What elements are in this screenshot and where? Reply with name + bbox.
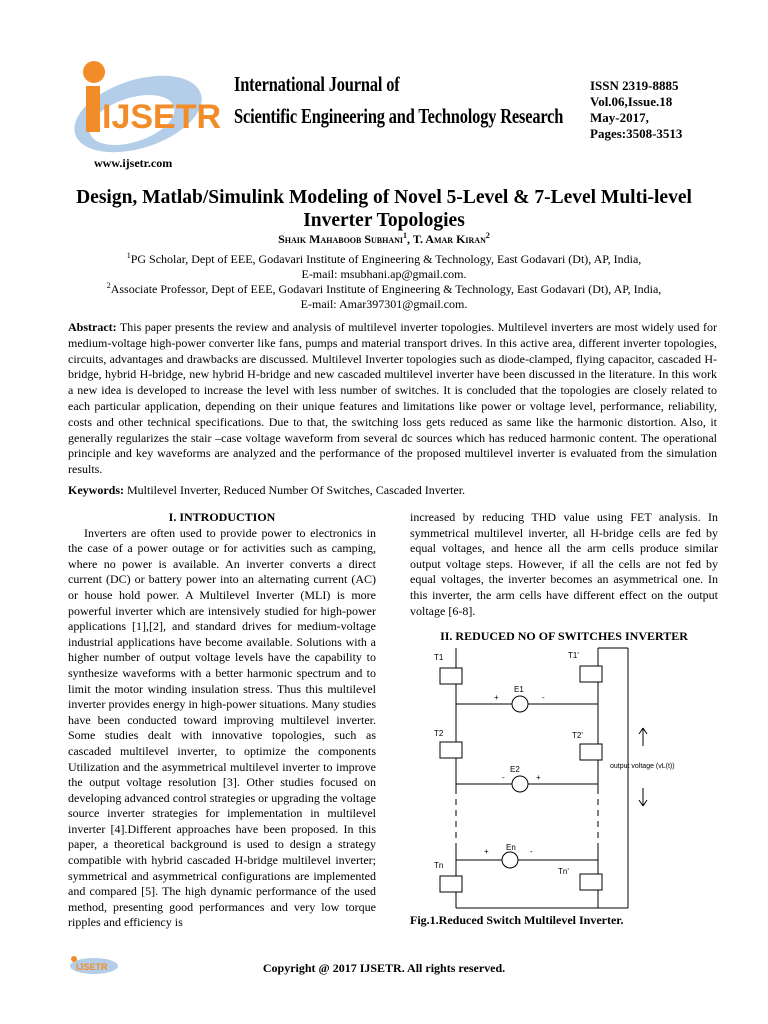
aff1-sup: 1 <box>126 251 131 260</box>
label-T1: T1 <box>434 653 444 662</box>
aff2-text: Associate Professor, Dept of EEE, Godavari Institute of Engineering & Technology, East Godavari (Dt), AP, India, <box>110 282 662 296</box>
author-1-sup: 1 <box>403 231 408 240</box>
pages: Pages:3508-3513 <box>590 126 683 141</box>
e2-minus: - <box>502 773 505 782</box>
copyright: Copyright @ 2017 IJSETR. All rights reserved. <box>262 961 506 975</box>
label-T2-prime: T2' <box>572 731 583 740</box>
keywords-text: Multilevel Inverter, Reduced Number Of Switches, Cascaded Inverter. <box>124 483 466 497</box>
abstract <box>68 320 717 478</box>
website-url[interactable]: www.ijsetr.com <box>94 156 173 170</box>
authors <box>60 231 708 247</box>
section-1-body: Inverters are often used to provide power to electronics in the case of a power outage or for activities such as camping, where no power is available. An inverter converts a direct current (DC) or battery power into an alternating current (AC) or house hold power. A Multilevel Inverter (MLI) is more powerful inverter which are intensively studied for high-power applications [1],[2], and standard drives for medium-voltage industrial applications have become available. Solutions with a higher number of output voltage levels have the capability to synthesize waveforms with a better harmonic spectrum and to limit the motor winding insulation stress. Thus this multilevel inverter provides energy in high-power situations. Many studies have been conducted toward improving multilevel inverter. Some studies dealt with innovative topologies, such as cascaded multilevel inverter, to optimize the components Utilization and the asymmetrical multilevel inverter to improve the output voltage resolution [3]. Other studies focused on developing advanced control strategies or upgrading the voltage source inverter strategies for implementation in multilevel inverter [4].Different approaches have been proposed. In this paper, a theoretical background is used to design a strategy compatible with hybrid cascaded H-bridge multilevel inverter; symmetrical and asymmetrical configurations are implemented and compared [5]. The high dynamic performance of the used method, presenting good performances and very low torque ripples and efficiency is <box>68 525 376 930</box>
en-minus: - <box>530 847 533 856</box>
svg-text:IJSETR: IJSETR <box>102 98 222 136</box>
keywords <box>68 483 717 498</box>
section-2-title: II. REDUCED NO OF SWITCHES INVERTER <box>440 629 688 644</box>
en-plus: + <box>484 847 489 856</box>
aff1-email: E-mail: msubhani.ap@gmail.com. <box>301 267 467 281</box>
output-voltage-label: output voltage (vL(t)) <box>610 763 675 770</box>
label-Tn-prime: Tn' <box>558 867 569 876</box>
affiliation-2 <box>60 278 708 312</box>
section-1-title: I. INTRODUCTION <box>168 510 276 524</box>
e1-minus: - <box>542 693 545 702</box>
aff1-text: PG Scholar, Dept of EEE, Godavari Institute of Engineering & Technology, East Godavari (Dt), AP, India, <box>130 252 642 266</box>
issn: ISSN 2319-8885 <box>590 78 679 93</box>
label-Tn: Tn <box>434 861 444 870</box>
date: May-2017, <box>590 110 649 125</box>
reduced-switch-inverter-circuit <box>428 648 718 916</box>
author-2-sup: 2 <box>485 231 490 240</box>
keywords-label: Keywords: <box>68 483 124 497</box>
label-E2: E2 <box>510 765 520 774</box>
column-right <box>410 510 718 645</box>
aff2-email: E-mail: Amar397301@gmail.com. <box>300 297 468 311</box>
volume: Vol.06,Issue.18 <box>590 94 673 109</box>
aff2-sup: 2 <box>106 281 111 290</box>
figure-caption: Fig.1.Reduced Switch Multilevel Inverter. <box>410 913 624 927</box>
column-left <box>68 510 376 931</box>
author-separator: , <box>407 232 413 246</box>
label-T2: T2 <box>434 729 444 738</box>
author-1: Shaik Mahaboob Subhani <box>278 232 404 246</box>
e1-plus: + <box>494 693 499 702</box>
abstract-label: Abstract: <box>68 320 117 334</box>
e2-plus: + <box>536 773 541 782</box>
author-2: T. Amar Kiran <box>412 232 486 246</box>
issue-info <box>590 78 682 142</box>
column-right-body: increased by reducing THD value using FET analysis. In symmetrical multilevel inverter, all H-bridge cells are fed by equal voltages, and hence all the arm cells produce similar output voltage steps. However, if all the cells are not fed by equal voltages, the inverter becomes an asymmetrical one. In this inverter, the arm cells have different effect on the output voltage [6-8]. <box>410 510 718 618</box>
label-E1: E1 <box>514 685 524 694</box>
journal-name-line1: International Journal of <box>234 72 400 96</box>
journal-name-line2: Scientific Engineering and Technology Research <box>234 104 564 128</box>
paper-title: Design, Matlab/Simulink Modeling of Novel 5-Level & 7-Level Multi-level Inverter Topologies <box>76 187 692 231</box>
label-T1-prime: T1' <box>568 651 579 660</box>
abstract-text: This paper presents the review and analysis of multilevel inverter topologies. Multilevel inverters are most widely used for medium-voltage high-power converter like fans, pumps and material transport drives. In this active area, different inverter topologies, circuits, advantages and drawbacks are discussed. Multilevel Inverter topologies such as diode-clamped, flying capacitor, cascaded H-bridge, hybrid H-bridge, new hybrid H-bridge and new cascaded multilevel inverter have been discussed in the literature. In this work a new idea is developed to increase the level with less number of switches. It is concluded that the topologies are closely related to each particular application, depending on their unique features and limitations like power or voltage level, performance, reliability, costs and other technical specifications. Due to that, the switching loss gets reduced as same like the harmonic distortion. Also, it generally regularizes the stair –case voltage waveform from several dc sources which has reduced harmonic content. The operational principle and key waveforms are analyzed and the performance of the proposed multilevel inverter is evaluated from the simulation results. <box>68 320 717 477</box>
journal-name <box>234 68 563 132</box>
affiliation-1 <box>60 248 708 282</box>
svg-text:IJSETR: IJSETR <box>76 962 108 972</box>
ijsetr-logo <box>66 52 222 162</box>
label-En: En <box>506 843 516 852</box>
